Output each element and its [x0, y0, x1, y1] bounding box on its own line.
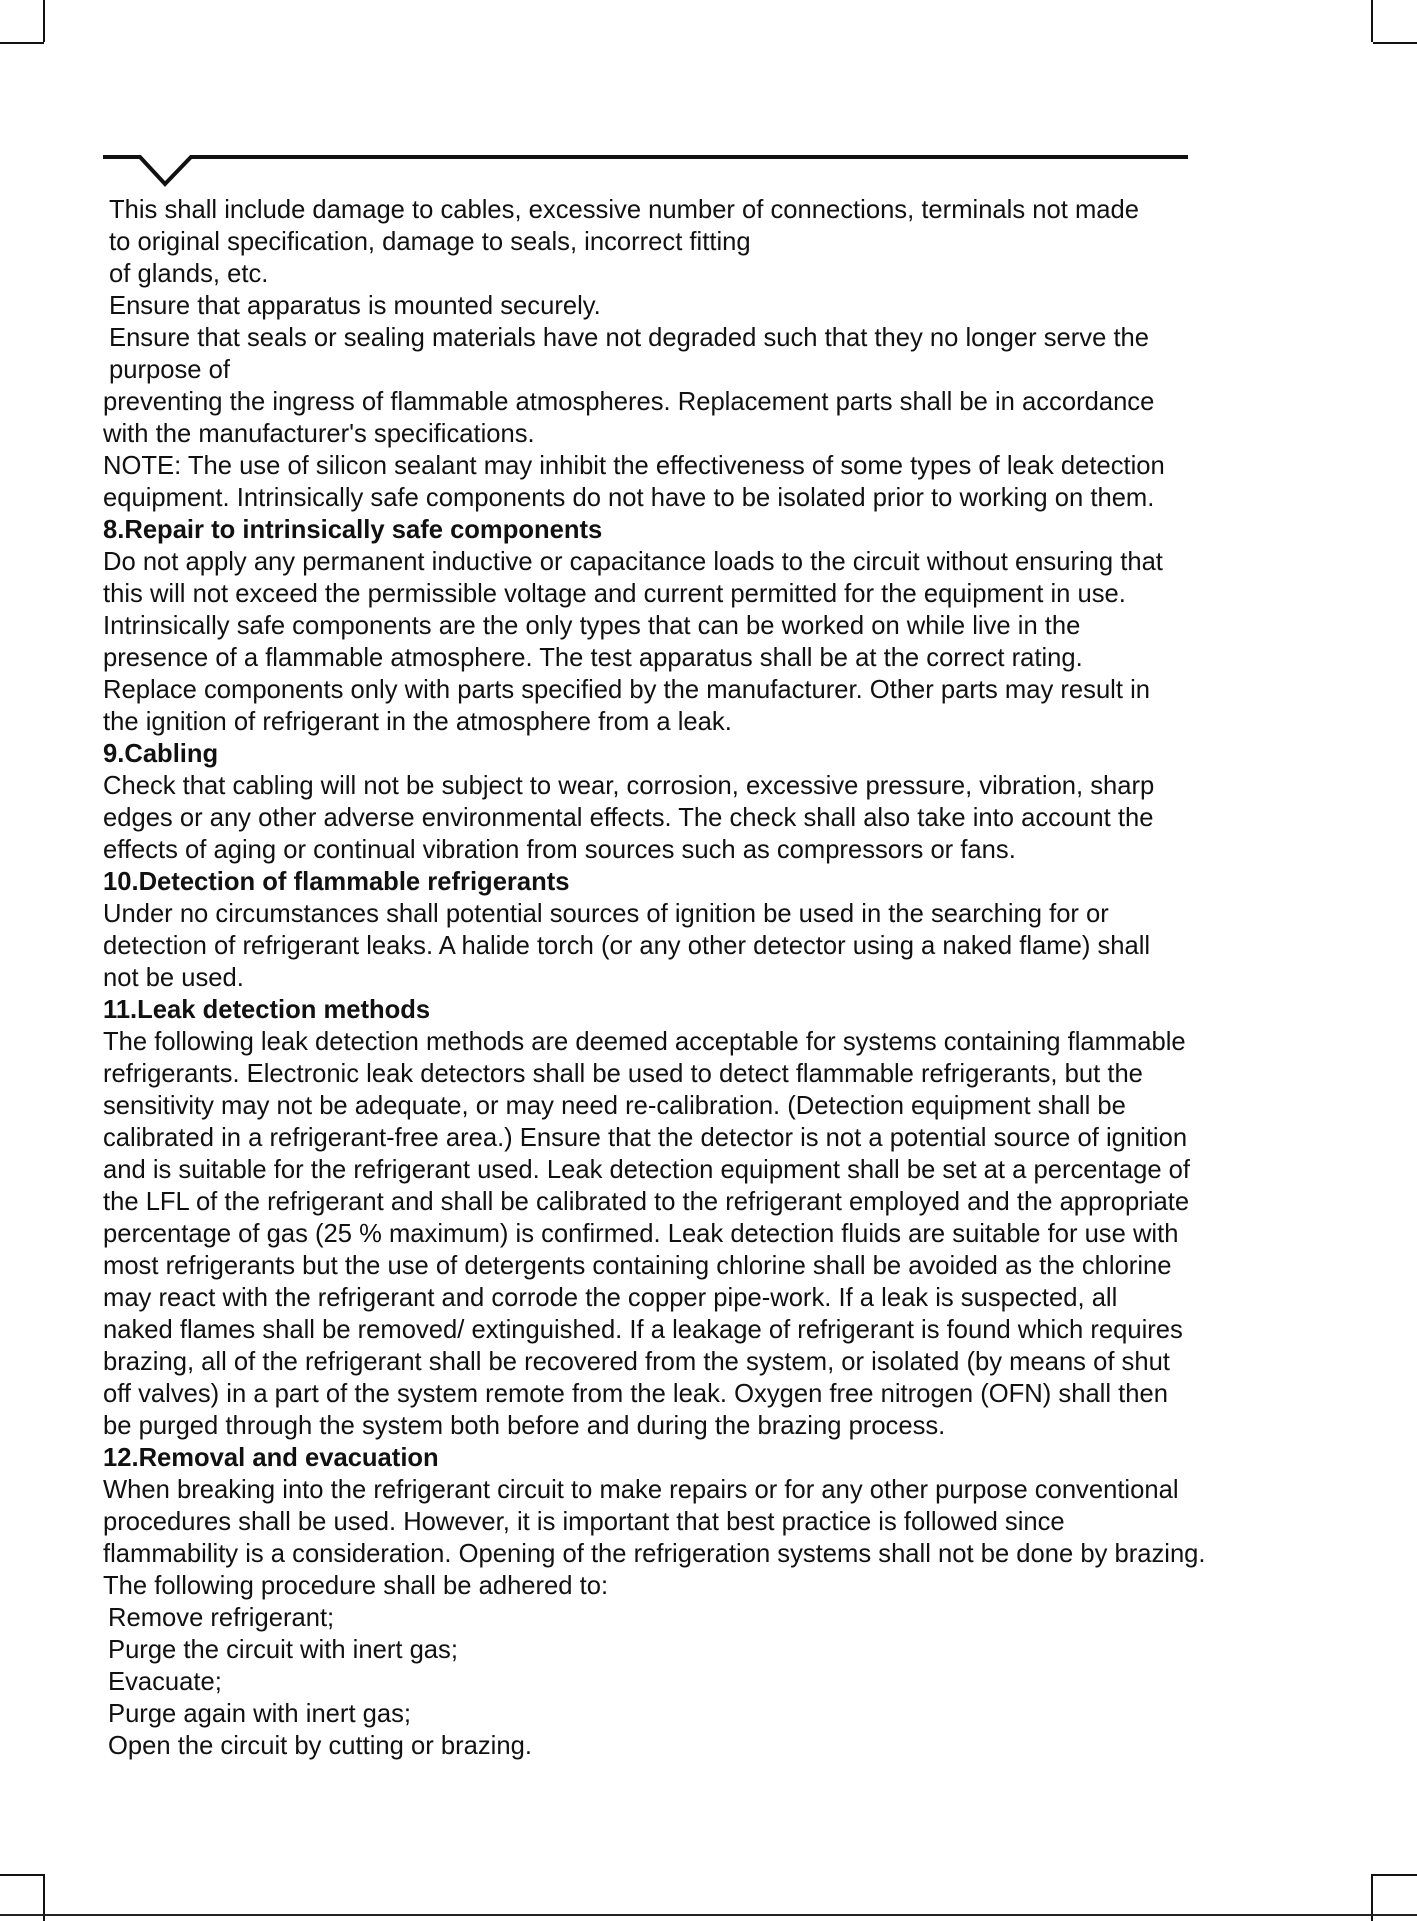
body-line: the ignition of refrigerant in the atmosphere from a leak. [103, 708, 732, 736]
body-line: not be used. [103, 964, 244, 992]
body-line: Purge the circuit with inert gas; [108, 1636, 458, 1664]
body-line: Replace components only with parts specified by the manufacturer. Other parts may result in [103, 676, 1151, 704]
body-line: brazing, all of the refrigerant shall be recovered from the system, or isolated (by means of shut [103, 1348, 1170, 1376]
crop-mark-bottom-left-h [0, 1874, 44, 1876]
body-line: Evacuate; [108, 1668, 222, 1696]
body-line: preventing the ingress of flammable atmospheres. Replacement parts shall be in accordance [103, 388, 1155, 416]
body-line: to original specification, damage to seals, incorrect fitting [109, 228, 751, 256]
body-line: most refrigerants but the use of detergents containing chlorine shall be avoided as the chlorine [103, 1252, 1172, 1280]
section-heading: 10.Detection of flammable refrigerants [103, 868, 570, 896]
body-line: with the manufacturer's specifications. [103, 420, 535, 448]
body-line: of glands, etc. [109, 260, 269, 288]
body-line: procedures shall be used. However, it is important that best practice is followed since [103, 1508, 1065, 1536]
body-line: edges or any other adverse environmental effects. The check shall also take into account the [103, 804, 1154, 832]
body-line: the LFL of the refrigerant and shall be calibrated to the refrigerant employed and the appropriate [103, 1188, 1190, 1216]
body-line: be purged through the system both before and during the brazing process. [103, 1412, 946, 1440]
body-line: Purge again with inert gas; [108, 1700, 412, 1728]
body-line: Check that cabling will not be subject to wear, corrosion, excessive pressure, vibration, sharp [103, 772, 1155, 800]
body-line: Intrinsically safe components are the only types that can be worked on while live in the [103, 612, 1081, 640]
body-line: NOTE: The use of silicon sealant may inhibit the effectiveness of some types of leak detection [103, 452, 1165, 480]
body-line: calibrated in a refrigerant-free area.) Ensure that the detector is not a potential source of ignition [103, 1124, 1188, 1152]
body-line: This shall include damage to cables, excessive number of connections, terminals not made [109, 196, 1139, 224]
section-heading: 11.Leak detection methods [103, 996, 431, 1024]
body-line: The following leak detection methods are deemed acceptable for systems containing flammable [103, 1028, 1186, 1056]
body-line: and is suitable for the refrigerant used. Leak detection equipment shall be set at a percentage of [103, 1156, 1191, 1184]
body-line: naked flames shall be removed/ extinguished. If a leakage of refrigerant is found which requires [103, 1316, 1183, 1344]
body-line: flammability is a consideration. Opening of the refrigeration systems shall not be done by brazing. [103, 1540, 1206, 1568]
body-line: Do not apply any permanent inductive or capacitance loads to the circuit without ensuring that [103, 548, 1163, 576]
body-line: purpose of [109, 356, 230, 384]
header-rule-notch [0, 0, 1417, 200]
body-line: equipment. Intrinsically safe components do not have to be isolated prior to working on them. [103, 484, 1155, 512]
body-line: The following procedure shall be adhered to: [103, 1572, 609, 1600]
body-line: sensitivity may not be adequate, or may need re-calibration. (Detection equipment shall be [103, 1092, 1126, 1120]
body-line: may react with the refrigerant and corrode the copper pipe-work. If a leak is suspected, all [103, 1284, 1118, 1312]
body-line: effects of aging or continual vibration from sources such as compressors or fans. [103, 836, 1016, 864]
body-line: When breaking into the refrigerant circuit to make repairs or for any other purpose conventional [103, 1476, 1179, 1504]
section-heading: 12.Removal and evacuation [103, 1444, 439, 1472]
document-body [103, 194, 1303, 1762]
body-line: percentage of gas (25 % maximum) is confirmed. Leak detection fluids are suitable for use with [103, 1220, 1179, 1248]
section-heading: 8.Repair to intrinsically safe components [103, 516, 603, 544]
body-line: off valves) in a part of the system remote from the leak. Oxygen free nitrogen (OFN) shall then [103, 1380, 1168, 1408]
body-line: this will not exceed the permissible voltage and current permitted for the equipment in use. [103, 580, 1126, 608]
body-line: Remove refrigerant; [108, 1604, 335, 1632]
section-heading: 9.Cabling [103, 740, 219, 768]
body-line: Under no circumstances shall potential sources of ignition be used in the searching for or [103, 900, 1109, 928]
body-line: Ensure that seals or sealing materials have not degraded such that they no longer serve the [109, 324, 1150, 352]
body-line: presence of a flammable atmosphere. The test apparatus shall be at the correct rating. [103, 644, 1083, 672]
footer-rule [0, 1914, 1417, 1916]
body-line: Ensure that apparatus is mounted securely. [109, 292, 601, 320]
crop-mark-bottom-right-h [1373, 1874, 1417, 1876]
body-line: refrigerants. Electronic leak detectors shall be used to detect flammable refrigerants, but the [103, 1060, 1143, 1088]
body-line: detection of refrigerant leaks. A halide torch (or any other detector using a naked flame) shall [103, 932, 1151, 960]
body-line: Open the circuit by cutting or brazing. [108, 1732, 532, 1760]
